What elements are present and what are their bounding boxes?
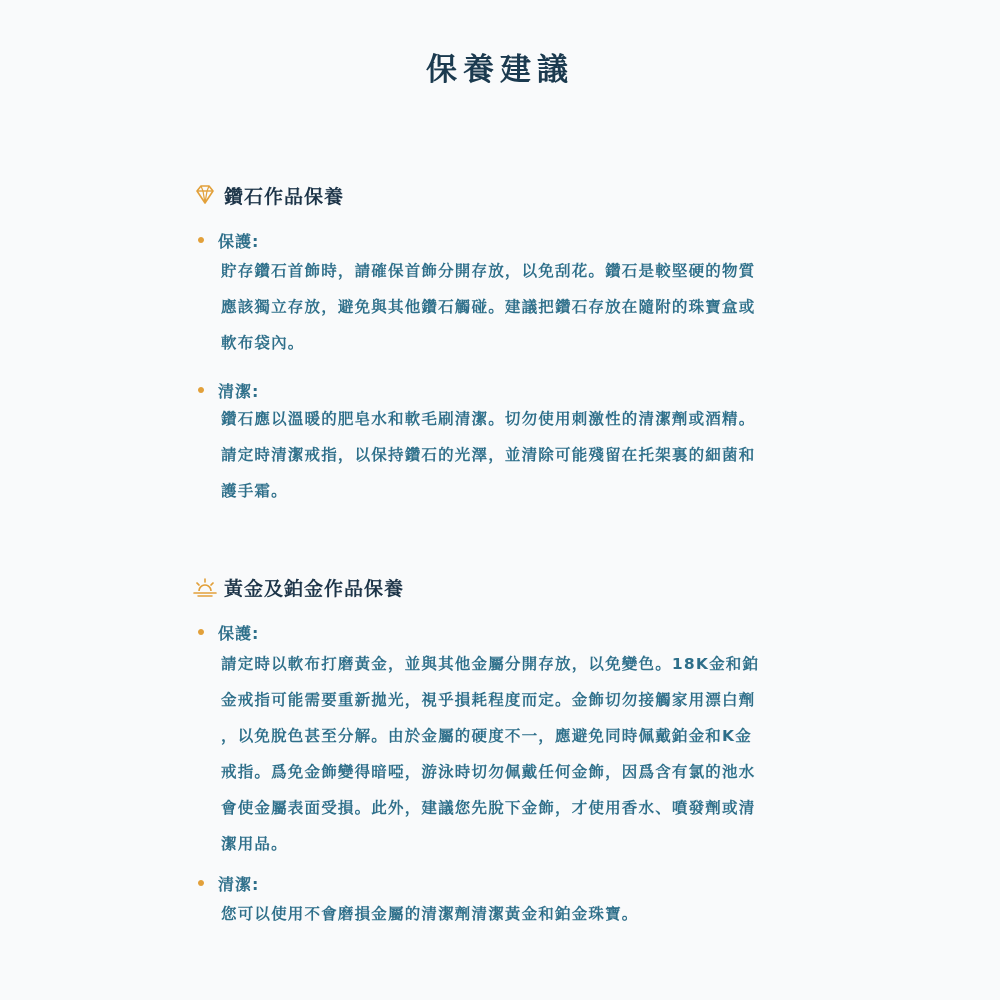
section-heading-gold [192, 572, 404, 602]
paragraph-gold-clean [221, 896, 821, 932]
text-line: 戒指。爲免金飾變得暗啞，游泳時切勿佩戴任何金飾，因爲含有氯的池水 [221, 763, 756, 781]
paragraph-gold-protect [221, 646, 821, 862]
bullet-label: 清潔: [218, 381, 260, 401]
text-line: 您可以使用不會磨損金屬的清潔劑清潔黃金和鉑金珠寶。 [221, 905, 639, 923]
section-heading-diamond [192, 180, 344, 210]
text-line: 請定時以軟布打磨黃金，並與其他金屬分開存放，以免變色。18K金和鉑 [221, 655, 760, 673]
page-title: 保養建議 [426, 52, 574, 88]
text-line: ，以免脫色甚至分解。由於金屬的硬度不一，應避免同時佩戴鉑金和K金 [221, 727, 752, 745]
text-line: 鑽石應以溫暖的肥皂水和軟毛刷清潔。切勿使用刺激性的清潔劑或酒精。 [221, 410, 756, 428]
bullet-label: 保護: [218, 623, 260, 643]
text-line: 護手霜。 [221, 482, 288, 500]
text-line: 會使金屬表面受損。此外，建議您先脫下金飾，才使用香水、噴發劑或清 [221, 799, 756, 817]
section-heading-text: 鑽石作品保養 [224, 185, 345, 208]
text-line: 金戒指可能需要重新拋光，視乎損耗程度而定。金飾切勿接觸家用漂白劑 [221, 691, 756, 709]
bullet-label: 清潔: [218, 874, 260, 894]
paragraph-diamond-clean [221, 401, 821, 509]
text-line: 請定時清潔戒指，以保持鑽石的光澤，並清除可能殘留在托架裏的細菌和 [221, 446, 756, 464]
bullet-item-clean [198, 869, 259, 897]
diamond-icon [192, 182, 218, 208]
text-line: 潔用品。 [221, 835, 288, 853]
bullet-item-protect [198, 226, 259, 254]
bullet-item-protect [198, 618, 259, 646]
text-line: 軟布袋內。 [221, 334, 305, 352]
bullet-label: 保護: [218, 231, 260, 251]
bullet-dot [198, 629, 204, 635]
paragraph-diamond-protect [221, 253, 821, 361]
bullet-dot [198, 880, 204, 886]
bullet-dot [198, 387, 204, 393]
text-line: 應該獨立存放，避免與其他鑽石觸碰。建議把鑽石存放在隨附的珠寶盒或 [221, 298, 756, 316]
text-line: 貯存鑽石首飾時，請確保首飾分開存放，以免刮花。鑽石是較堅硬的物質 [221, 262, 756, 280]
sunrise-icon [192, 574, 218, 600]
bullet-dot [198, 237, 204, 243]
bullet-item-clean [198, 376, 259, 404]
section-heading-text: 黃金及鉑金作品保養 [224, 577, 405, 600]
